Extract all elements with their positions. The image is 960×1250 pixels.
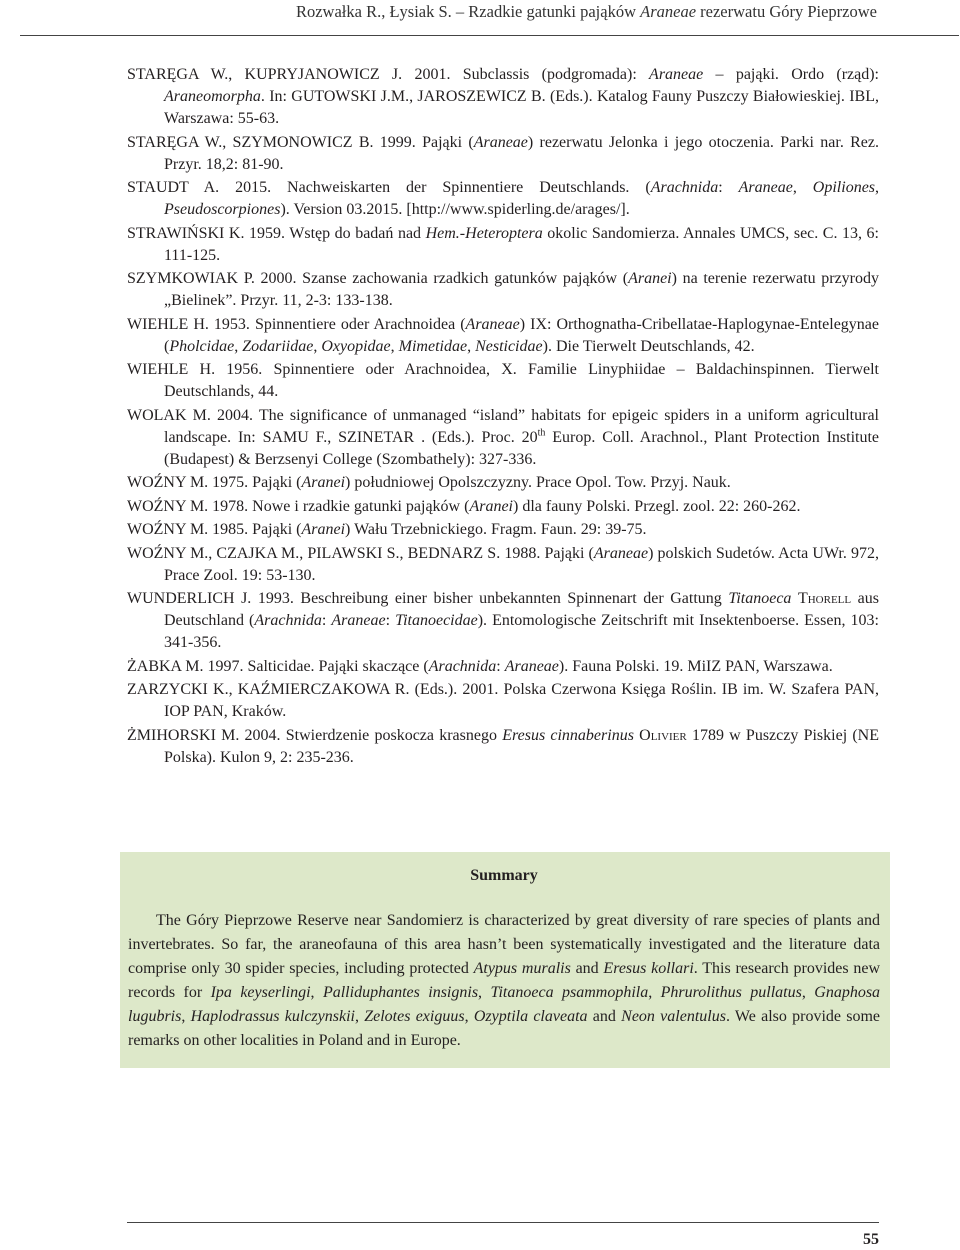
header-separator: – [455,2,465,21]
text-segment: WUNDERLICH J. 1993. Beschreibung einer bisher unbekannten Spinnenart der Gattung [127,590,729,607]
reference-entry [127,177,879,221]
summary-title: Summary [470,867,538,884]
reference-entry [127,472,879,494]
text-segment: , [234,337,243,355]
text-segment: WIEHLE H. 1953. Spinnentiere oder Arachnoidea ( [127,315,466,333]
text-segment: ) rezerwatu Jelonka i jego otoczenia. Parki nar. Rez. Przyr. 18,2: 81-90. [164,133,879,173]
italic-term: Araneomorpha [164,88,261,105]
italic-term: Araneae [593,544,649,562]
reference-entry [127,359,879,403]
reference-entry [127,223,879,267]
text-segment: STARĘGA W., SZYMONOWICZ B. 1999. Pająki ( [127,133,474,151]
reference-entry [127,268,879,312]
reference-entry [127,314,879,358]
text-segment: , [464,1008,474,1025]
text-segment: . We also provide some remarks on other localities in Poland and in Europe. [128,1008,881,1049]
text-segment: WIEHLE H. 1956. Spinnentiere oder Arachnoidea, X. Familie Linyphiidae – Baldachinspinnen. Tierwelt Deutschlands, 44. [127,361,879,400]
reference-entry [127,725,879,769]
reference-entry [127,656,879,678]
text-segment: WOŹNY M. 1978. Nowe i rzadkie gatunki pająków ( [127,497,470,515]
text-segment: ). Fauna Polski. 19. MiIZ PAN, Warszawa. [558,657,833,675]
italic-term: Atypus muralis [473,960,571,977]
text-segment: aus Deutschland ( [164,590,879,629]
text-segment: , [478,984,491,1001]
text-segment: ). Entomologische Zeitschrift mit Insektenboerse. Essen, 103: 341-356. [164,612,879,651]
text-segment: : [385,612,396,629]
italic-term: Titanoecidae [395,612,478,629]
italic-term: Aranei [628,270,672,287]
italic-term: Aranei [469,497,513,515]
text-segment: , [792,179,813,196]
author-name: Olivier [639,726,687,744]
text-segment: . This research provides new records for [128,960,880,1001]
italic-term: Pholcidae [169,337,235,355]
page-number: 55 [863,1231,879,1248]
reference-entry [127,543,879,587]
italic-term: Araneae [738,179,793,196]
text-segment: STAUDT A. 2015. Nachweiskarten der Spinnentiere Deutschlands. ( [127,179,651,196]
text-segment: ) polskich Sudetów. Acta UWr. 972, Prace Zool. 19: 53-130. [164,544,879,584]
italic-term: Titanoeca [728,590,792,607]
footer-divider [127,1222,879,1223]
italic-term: Pseudoscorpiones [164,201,281,218]
text-segment: ) IX: Orthognatha-Cribellatae-Haplogynae-Entelegynae ( [164,315,879,355]
text-segment: , [390,337,399,355]
italic-term: Phrurolithus pullatus [660,984,802,1001]
text-segment: 1789 w Puszczy Piskiej (NE Polska). Kulon 9, 2: 235-236. [164,726,880,766]
italic-term: Araneae [649,66,704,83]
italic-term: Palliduphantes insignis [322,984,479,1001]
italic-term: Opiliones [812,179,876,196]
text-segment: okolic Sandomierza. Annales UMCS, sec. C. 13, 6: 111-125. [164,224,880,264]
header-authors: Rozwałka R., Łysiak S. [295,2,452,21]
italic-term: Zelotes exiguus [364,1008,465,1025]
italic-term: Nesticidae [475,337,543,355]
header-title-suffix: rezerwatu Góry Pieprzowe [700,2,877,21]
reference-entry [127,679,879,723]
text-segment: , [467,337,476,355]
text-segment: , [313,337,322,355]
text-segment: ) na terenie rezerwatu przyrody „Bielinek”. Przyr. 11, 2-3: 133-138. [164,270,879,309]
text-segment: WOŹNY M. 1985. Pająki ( [127,521,302,538]
text-segment: ) dla fauny Polski. Przegl. zool. 22: 260-262. [512,497,801,515]
italic-term: Araneae [473,133,528,151]
italic-term: Haplodrassus kulczynskii [190,1008,355,1025]
reference-entry [127,405,879,471]
summary-box [120,852,890,1068]
italic-term: Araneae [465,315,520,333]
italic-term: Ozyptila claveata [473,1008,588,1025]
text-segment: SZYMKOWIAK P. 2000. Szanse zachowania rzadkich gatunków pająków ( [127,270,629,287]
text-segment: and [570,960,604,977]
text-segment: ZARZYCKI K., KAŹMIERCZAKOWA R. (Eds.). 2001. Polska Czerwona Księga Roślin. IB im. W. Szafera PAN, IOP PAN, Kraków. [127,681,879,720]
text-segment: The Góry Pieprzowe Reserve near Sandomierz is characterized by great diversity of rare species of plants and invertebrates. So far, the araneofauna of this area hasn’t been systematically investigated and the literature data comprise only 30 spider species, including protected [128,912,880,977]
text-segment: , [181,1008,191,1025]
text-segment: ). Die Tierwelt Deutschlands, 42. [542,337,755,355]
text-segment: WOLAK M. 2004. The significance of unmanaged “island” habitats for epigeic spiders in a uniform agricultural landscape. In: SAMU F., SZINETAR . (Eds.). Proc. 20 [127,406,879,446]
text-segment: : [718,179,739,196]
italic-term: Arachnida [650,179,719,196]
text-segment: , [801,984,815,1001]
italic-term: Arachnida [254,612,322,629]
italic-term: Mimetidae [398,337,468,355]
reference-entry [127,132,879,176]
author-name: Thorell [797,590,852,607]
text-segment: WOŹNY M. 1975. Pająki ( [127,474,302,491]
italic-term: Neon valentulus [621,1008,726,1025]
italic-term: Aranei [301,474,346,491]
reference-entry [127,64,879,130]
superscript: th [537,427,546,439]
italic-term: Eresus cinnaberinus [502,726,634,744]
summary-text [128,909,880,1053]
text-segment: ) południowej Opolszczyzny. Prace Opol. Tow. Przyj. Nauk. [345,474,731,491]
italic-term: Oxyopidae [321,337,391,355]
text-segment: WOŹNY M., CZAJKA M., PILAWSKI S., BEDNARZ S. 1988. Pająki ( [127,544,594,562]
text-segment: ). Version 03.2015. [http://www.spiderling.de/arages/]. [280,201,630,218]
text-segment: , [310,984,323,1001]
text-segment: : [321,612,332,629]
text-segment: , [354,1008,365,1025]
text-segment: : [496,657,505,675]
running-header [0,0,877,24]
italic-term: Arachnida [428,657,497,675]
italic-term: Hem.-Heteroptera [425,224,543,242]
italic-term: Titanoeca psammophila [490,984,649,1001]
text-segment: ) Wału Trzebnickiego. Fragm. Faun. 29: 39-75. [345,521,647,538]
italic-term: Zodariidae [242,337,314,355]
reference-entry [127,588,879,654]
text-segment: – pająki. Ordo (rząd): [703,66,879,83]
italic-term: Gnaphosa lugubris [128,984,881,1025]
text-segment: STRAWIŃSKI K. 1959. Wstęp do badań nad [127,224,426,242]
reference-entry [127,496,879,518]
reference-entry [127,519,879,541]
text-segment: STARĘGA W., KUPRYJANOWICZ J. 2001. Subclassis (podgromada): [127,66,650,83]
header-title-prefix: Rzadkie gatunki pająków [468,2,636,21]
italic-term: Araneae [504,657,559,675]
header-divider [20,35,959,36]
text-segment: . In: GUTOWSKI J.M., JAROSZEWICZ B. (Eds.). Katalog Fauny Puszczy Białowieskiej. IBL, Warszawa: 55-63. [164,88,879,127]
header-title-italic: Araneae [640,2,697,21]
reference-list [127,64,879,770]
text-segment: ŻMIHORSKI M. 2004. Stwierdzenie poskocza krasnego [127,726,503,744]
text-segment: Europ. Coll. Arachnol., Plant Protection Institute (Budapest) & Berzsenyi College (Szombathely): 327-336. [164,428,880,468]
italic-term: Eresus kollari [603,960,694,977]
italic-term: Aranei [301,521,346,538]
text-segment: ŻABKA M. 1997. Salticidae. Pająki skaczące ( [127,657,429,675]
text-segment: and [587,1008,622,1025]
italic-term: Araneae [331,612,386,629]
italic-term: Ipa keyserlingi [210,984,311,1001]
text-segment: , [875,179,880,196]
text-segment: , [648,984,661,1001]
